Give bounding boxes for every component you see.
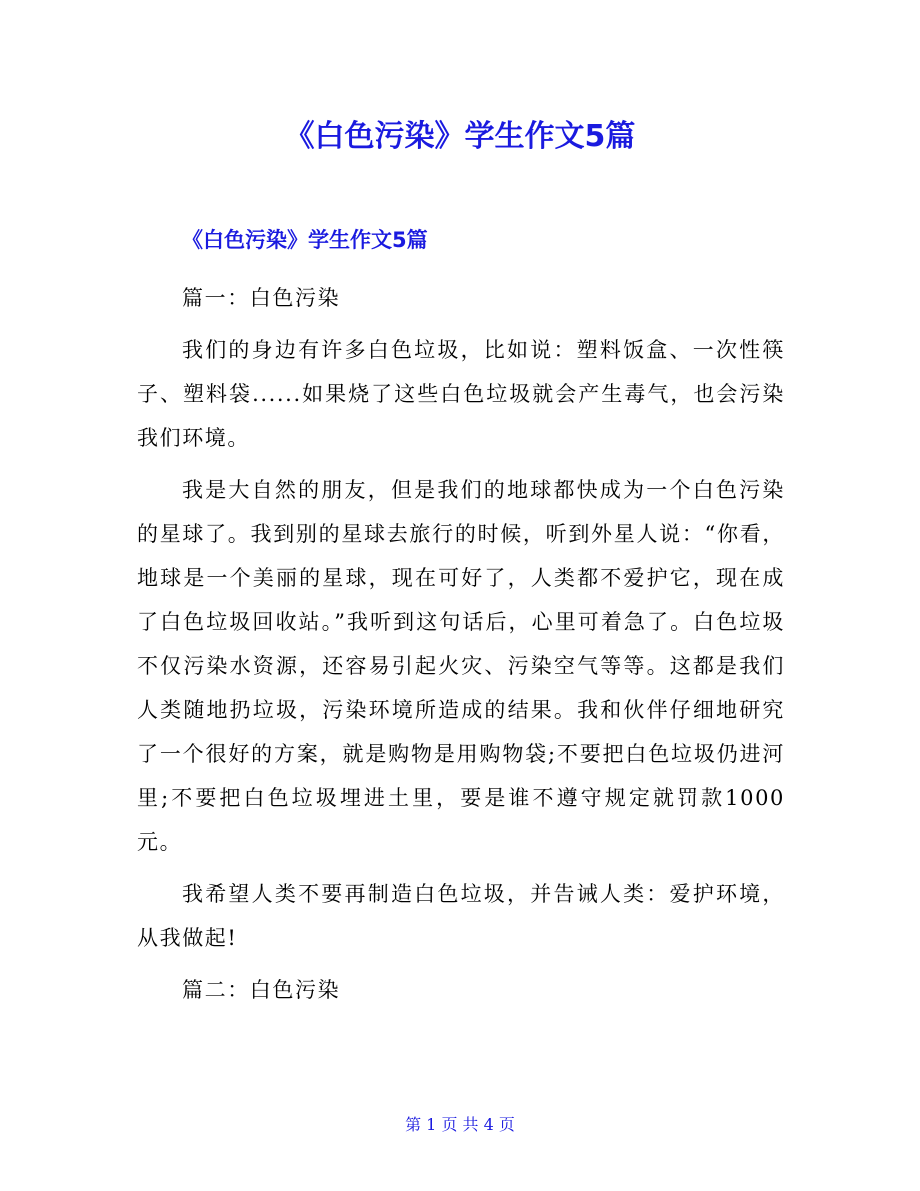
page-footer [0,1113,920,1137]
body-paragraph: 我是大自然的朋友，但是我们的地球都快成为一个白色污染的星球了。我到别的星球去旅行的时候，听到外星人说：“你看，地球是一个美丽的星球，现在可好了，人类都不爱护它，现在成了白色垃圾回收站。”我听到这句话后，心里可着急了。白色垃圾不仅污染水资源，还容易引起火灾、污染空气等等。这都是我们人类随地扔垃圾，污染环境所造成的结果。我和伙伴仔细地研究了一个很好的方案，就是购物是用购物袋;不要把白色垃圾仍进河里;不要把白色垃圾埋进土里，要是谁不遵守规定就罚款1000元。 [137,478,785,854]
body-paragraph: 我们的身边有许多白色垃圾，比如说：塑料饭盒、一次性筷子、塑料袋......如果烧了这些白色垃圾就会产生毒气，也会污染我们环境。 [137,338,785,450]
document-subtitle: 《白色污染》学生作文5篇 [182,228,428,252]
page-number-label: 第 1 页 共 4 页 [405,1115,515,1134]
document-body [137,276,785,1020]
body-paragraph: 我希望人类不要再制造白色垃圾，并告诫人类：爱护环境，从我做起! [137,882,785,950]
section-heading-1: 篇一：白色污染 [182,286,341,310]
document-title: 《白色污染》学生作文5篇 [284,119,636,154]
section-heading-2: 篇二：白色污染 [182,978,341,1002]
